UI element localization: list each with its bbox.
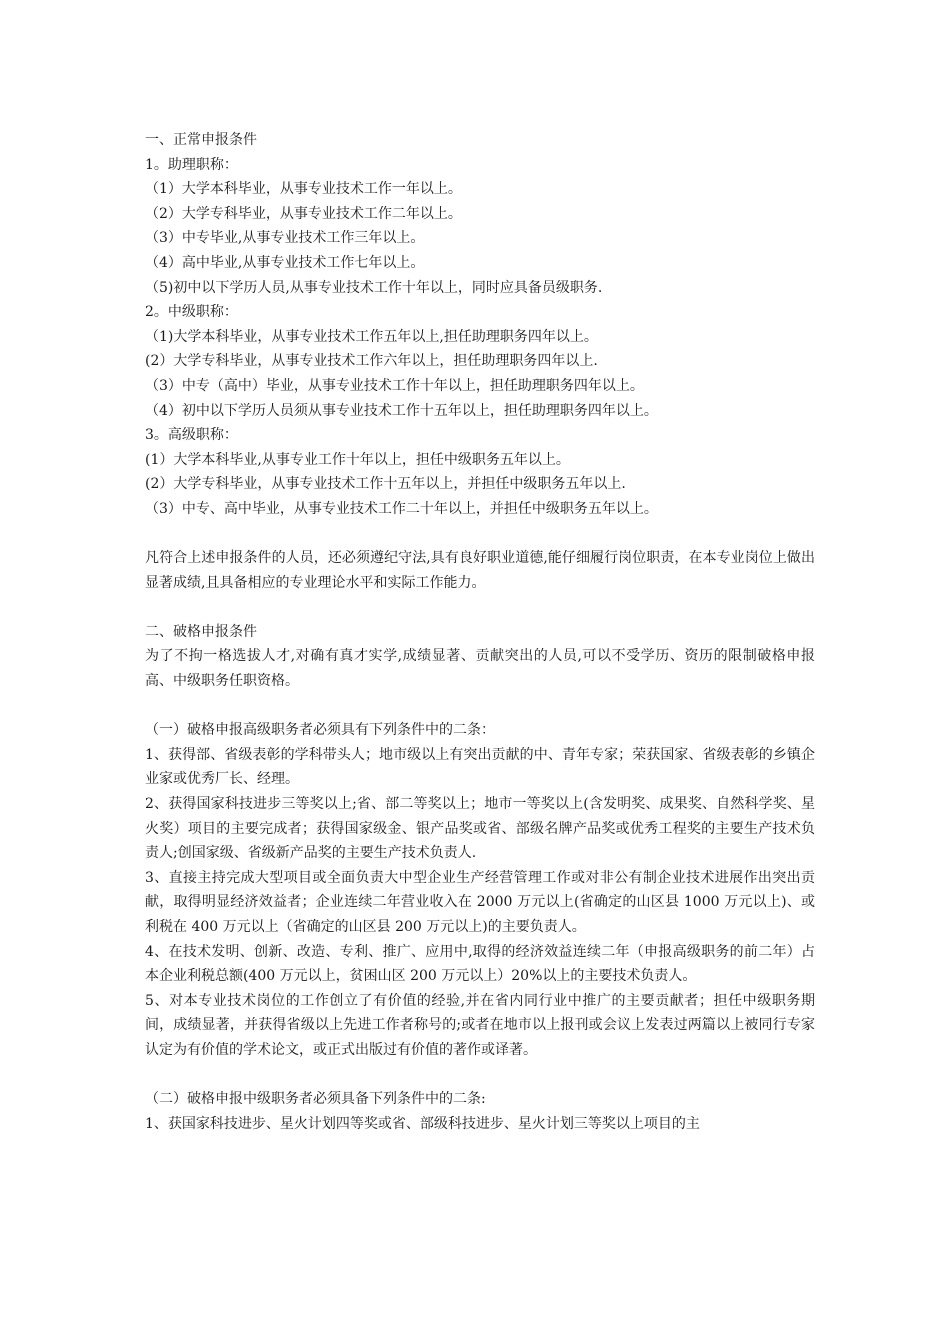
list-item: （2）大学专科毕业，从事专业技术工作二年以上。 [145,205,462,222]
heading-intermediate-title: 2。中级职称： [145,304,238,321]
paragraph-gap [145,595,815,620]
list-item: （3）中专（高中）毕业，从事专业技术工作十年以上，担任助理职务四年以上。 [145,377,644,394]
general-requirement-note: 凡符合上述申报条件的人员，还必须遵纪守法,具有良好职业道德,能仔细履行岗位职责，在本专业岗位上做出显著成绩,且具备相应的专业理论水平和实际工作能力。 [145,550,815,591]
list-item: （4）高中毕业,从事专业技术工作七年以上。 [145,254,425,271]
section-title-normal: 一、正常申报条件 [145,132,257,148]
paragraph-gap [145,522,815,547]
exceptional-intro: 为了不拘一格选拔人才,对确有真才实学,成绩显著、贡献突出的人员,可以不受学历、资历的限制破格申报高、中级职务任职资格。 [145,648,815,690]
list-item: 5、对本专业技术岗位的工作创立了有价值的经验,并在省内同行业中推广的主要贡献者；担任中级职务期间，成绩显著，并获得省级以上先进工作者称号的;或者在地市以上报刊或会议上发表过两篇以上被同行专家认定为有价值的学术论文，或正式出版过有价值的著作或译著。 [145,992,815,1058]
list-item: 2、获得国家科技进步三等奖以上;省、部二等奖以上；地市一等奖以上(含发明奖、成果奖、自然科学奖、星火奖）项目的主要完成者；获得国家级金、银产品奖或省、部级名牌产品奖或优秀工程奖的主要生产技术负责人;创国家级、省级新产品奖的主要生产技术负责人. [145,796,815,862]
list-item: （1)大学本科毕业，从事专业技术工作五年以上,担任助理职务四年以上。 [145,328,598,345]
paragraph-gap [145,1063,815,1088]
list-item: （5)初中以下学历人员,从事专业技术工作十年以上，同时应具备员级职务. [145,279,603,296]
list-item: (2）大学专科毕业，从事专业技术工作六年以上，担任助理职务四年以上. [145,353,598,370]
heading-assistant-title: 1。助理职称： [145,156,238,173]
document-page [145,128,815,1136]
heading-senior-title: 3。高级职称： [145,427,238,444]
list-item: (1）大学本科毕业,从事专业工作十年以上，担任中级职务五年以上。 [145,451,570,468]
heading-exceptional-senior: （一）破格申报高级职务者必须具有下列条件中的二条： [145,722,495,739]
list-item: 4、在技术发明、创新、改造、专利、推广、应用中,取得的经济效益连续二年（申报高级职务的前二年）占本企业利税总额(400 万元以上，贫困山区 200 万元以上）20%以上的主要技术负责人。 [145,943,815,985]
section-title-exceptional: 二、破格申报条件 [145,623,257,640]
list-item: 1、获国家科技进步、星火计划四等奖或省、部级科技进步、星火计划三等奖以上项目的主 [145,1115,700,1132]
list-item: 1、获得部、省级表彰的学科带头人；地市级以上有突出贡献的中、青年专家；荣获国家、省级表彰的乡镇企业家或优秀厂长、经理。 [145,746,815,788]
list-item: 3、直接主持完成大型项目或全面负责大中型企业生产经营管理工作或对非公有制企业技术进展作出突出贡献，取得明显经济效益者；企业连续二年营业收入在 2000 万元以上(省确定的山区县 1000 万元以上)、或利税在 400 万元以上（省确定的山区县 200 万元以上)的主要负责人。 [145,869,815,935]
list-item: （3）中专、高中毕业，从事专业技术工作二十年以上，并担任中级职务五年以上。 [145,500,658,517]
heading-exceptional-intermediate: （二）破格申报中级职务者必须具备下列条件中的二条: [145,1091,486,1108]
list-item: （1）大学本科毕业，从事专业技术工作一年以上。 [145,181,462,198]
list-item: （4）初中以下学历人员须从事专业技术工作十五年以上，担任助理职务四年以上。 [145,402,658,419]
list-item: (2）大学专科毕业，从事专业技术工作十五年以上，并担任中级职务五年以上. [145,476,626,493]
list-item: （3）中专毕业,从事专业技术工作三年以上。 [145,230,425,247]
paragraph-gap [145,694,815,719]
